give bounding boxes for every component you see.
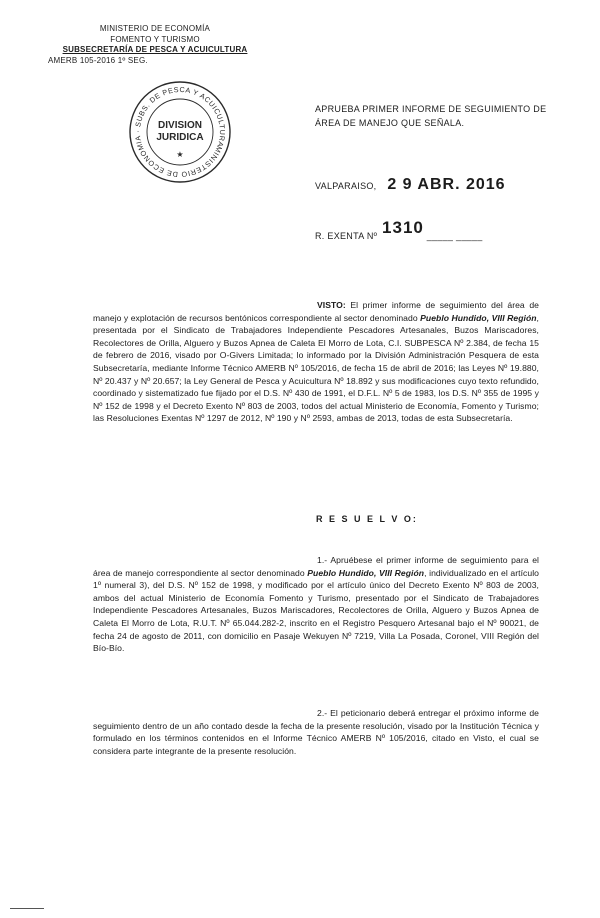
resuelvo-heading: R E S U E L V O:	[316, 514, 418, 524]
exenta-value: 1310	[382, 218, 424, 237]
resolution-number	[315, 218, 483, 244]
letterhead	[40, 24, 270, 66]
visto-lead: VISTO:	[317, 300, 346, 310]
item1-sector: Pueblo Hundido, VIII Región	[307, 567, 425, 578]
visto-text-a: El primer informe de seguimiento del área de manejo y explotación de recursos bentónicos correspondiente al sector denominado	[93, 300, 539, 323]
visto-sector: Pueblo Hundido, VIII Región	[420, 312, 537, 323]
resuelvo-item-2: 2.- El peticionario deberá entregar el próximo informe de seguimiento dentro de un año contado desde la fecha de la presente resolución, visado por la Institución Técnica y formulado en los términos contenidos en el Informe Técnico AMERB Nº 105/2016, citado en Visto, el cual se considera parte integrante de la presente resolución.	[93, 708, 539, 756]
item1-text-a: 1.- Apruébese el primer informe de seguimiento para el área de manejo correspondiente al sector denominado	[93, 555, 539, 578]
resuelvo-item-1	[93, 554, 539, 655]
stamp-ring-text: MINISTERIO DE ECONOMIA · SUBS. DE PESCA Y ACUICULTURA	[132, 84, 228, 180]
exenta-label: R. EXENTA Nº	[315, 231, 378, 241]
letterhead-ministry: MINISTERIO DE ECONOMÍA	[99, 24, 211, 33]
stamp-star-icon: ★	[176, 150, 184, 159]
resolution-subject: APRUEBA PRIMER INFORME DE SEGUIMIENTO DE ÁREA DE MANEJO QUE SEÑALA.	[315, 104, 547, 128]
stamp-center-line2: JURIDICA	[156, 132, 204, 143]
resolution-date	[315, 176, 506, 194]
date-value: 2 9 ABR. 2016	[387, 176, 506, 193]
item1-text-b: , individualizado en el artículo 1º numeral 3), del D.S. Nº 152 de 1998, y modificado por el artículo único del Decreto Exento Nº 803 de 2003, ambos del actual Ministerio de Economía Fomento y Turismo, presentado por el Sindicato de Trabajadores Independiente Pescadores Artesanales, Buzos Mariscadores, Recolectores de Orilla, Alguero y Buzos Apnea de Caleta El Morro de Lota, R.U.T. Nº 65.044.282-2, inscrito en el Registro Pesquero Artesanal bajo el Nº 90021, de fecha 24 de agosto de 2011, con domicilio en Pasaje Wekuyen Nº 7219, Villa La Posada, Coronel, VIII Región del Bío-Bío.	[93, 567, 539, 654]
letterhead-reference: AMERB 105-2016 1º SEG.	[48, 55, 148, 65]
exenta-underline: _____ _____	[426, 231, 483, 241]
footer-rule	[10, 908, 44, 909]
division-juridica-stamp	[128, 80, 232, 184]
letterhead-subsecretariat: SUBSECRETARÍA DE PESCA Y ACUICULTURA	[62, 45, 248, 54]
visto-paragraph	[93, 299, 539, 425]
stamp-center-line1: DIVISION	[158, 120, 202, 131]
date-label: VALPARAISO,	[315, 181, 377, 191]
letterhead-department: FOMENTO Y TURISMO	[110, 34, 200, 44]
visto-text-b: , presentada por el Sindicato de Trabajadores Independiente Pescadores Artesanales, Buzos Mariscadores, Recolectores de Orilla, Alguero y Buzos Apnea de Caleta El Morro de Lota, C.I. SUBPESCA Nº 2.384, de fecha 15 de febrero de 2016, visado por O-Givers Limitada; lo informado por la División Administración Pesquera de esta Subsecretaría, mediante Informe Técnico AMERB Nº 105/2016, de fecha 15 de abril de 2016; las Leyes Nº 19.880, Nº 20.437 y Nº 20.657; la Ley General de Pesca y Acuicultura Nº 18.892 y sus modificaciones cuyo texto refundido, coordinado y sistematizado fue fijado por el D.S. Nº 430 de 1991, el D.F.L. Nº 5 de 1983, los D.S. Nº 355 de 1995 y Nº 152 de 1998 y el Decreto Exento Nº 803 de 2003, todos del actual Ministerio de Economía, Fomento y Turismo; las Resoluciones Exentas Nº 1297 de 2012, Nº 190 y Nº 2593, ambas de 2013, todas de esta Subsecretaría.	[93, 312, 539, 424]
